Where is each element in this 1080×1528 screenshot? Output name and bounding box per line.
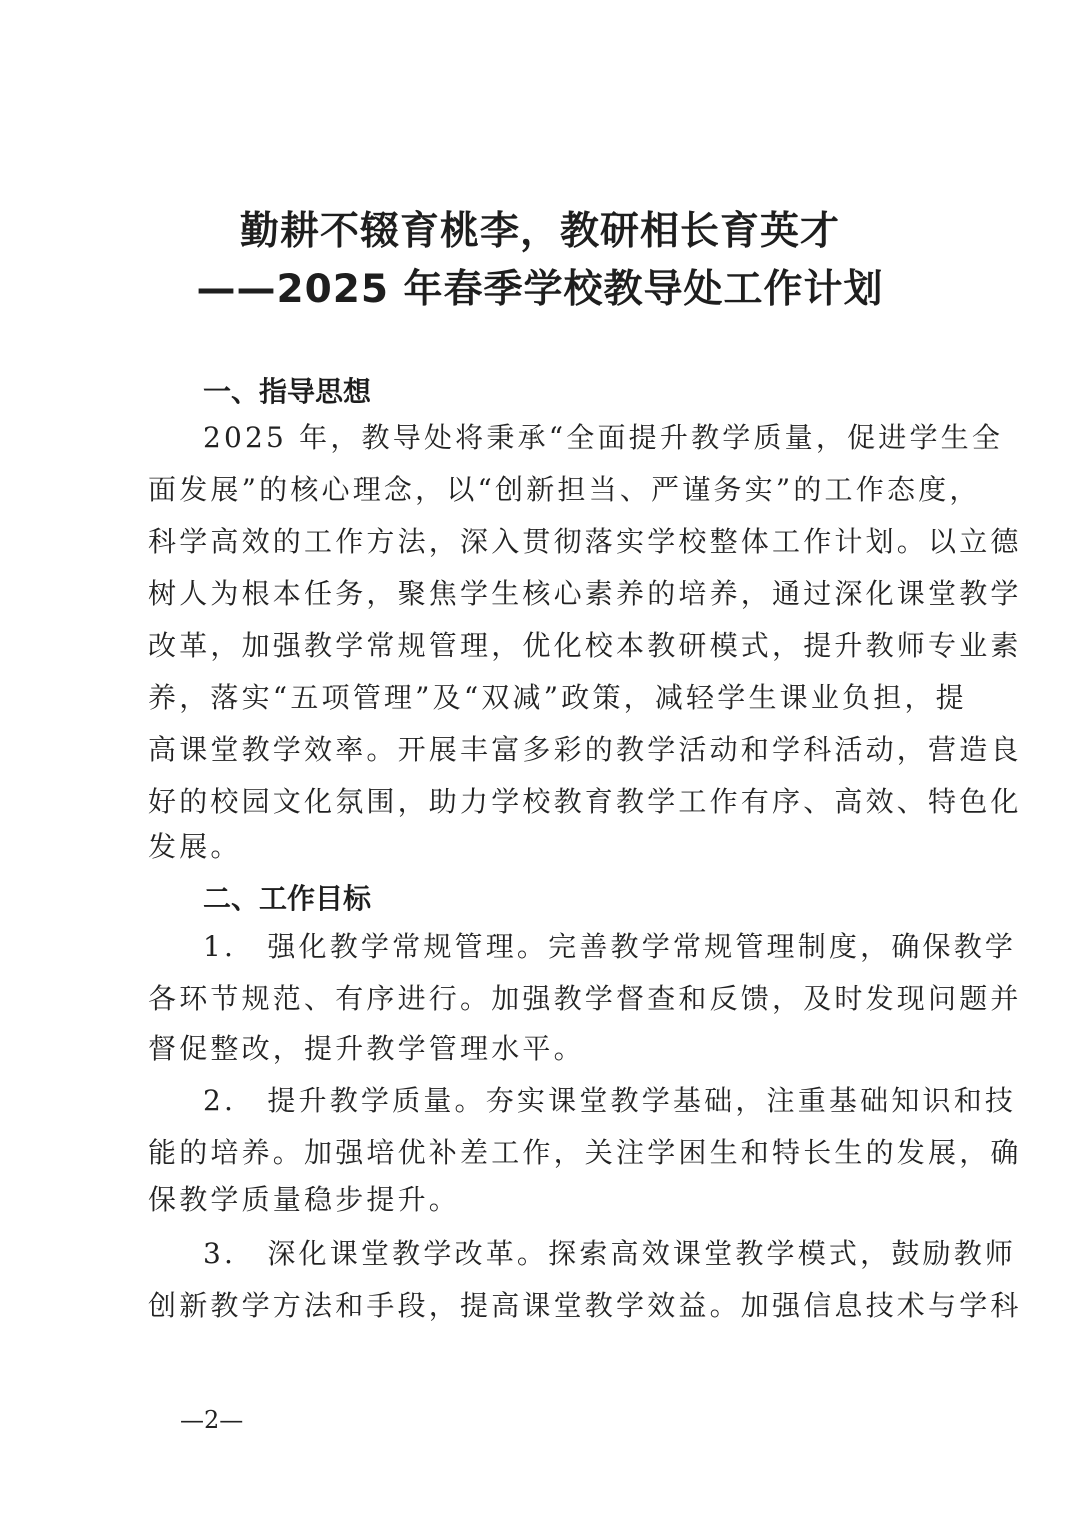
page-number: —2— [180, 1406, 244, 1434]
paragraph-line: 2025 年，教导处将秉承“全面提升教学质量，促进学生全 [203, 421, 1004, 454]
list-item-line: 1. 强化教学常规管理。完善教学常规管理制度，确保教学 [203, 930, 1017, 963]
section-heading-guiding-thought: 一、指导思想 [203, 375, 372, 408]
document-title: 勤耕不辍育桃李，教研相长育英才 [239, 209, 840, 254]
paragraph-line: 改革，加强教学常规管理，优化校本教研模式，提升教师专业素 [148, 629, 1022, 662]
paragraph-line: 发展。 [148, 830, 242, 863]
list-item-line: 督促整改，提升教学管理水平。 [148, 1032, 585, 1065]
list-item-line: 各环节规范、有序进行。加强教学督查和反馈，及时发现问题并 [148, 982, 1022, 1015]
document-subtitle: ——2025 年春季学校教导处工作计划 [196, 267, 884, 312]
section-heading-work-goals: 二、工作目标 [203, 882, 372, 915]
paragraph-line: 好的校园文化氛围，助力学校教育教学工作有序、高效、特色化 [148, 785, 1022, 818]
paragraph-line: 高课堂教学效率。开展丰富多彩的教学活动和学科活动，营造良 [148, 733, 1022, 766]
list-item-line: 保教学质量稳步提升。 [148, 1183, 461, 1216]
paragraph-line: 科学高效的工作方法，深入贯彻落实学校整体工作计划。以立德 [148, 525, 1022, 558]
paragraph-line: 养，落实“五项管理”及“双减”政策，减轻学生课业负担，提 [148, 681, 967, 714]
list-item-line: 3. 深化课堂教学改革。探索高效课堂教学模式，鼓励教师 [203, 1237, 1017, 1270]
paragraph-line: 树人为根本任务，聚焦学生核心素养的培养，通过深化课堂教学 [148, 577, 1022, 610]
list-item-line: 创新教学方法和手段，提高课堂教学效益。加强信息技术与学科 [148, 1289, 1022, 1322]
paragraph-line: 面发展”的核心理念，以“创新担当、严谨务实”的工作态度， [148, 473, 981, 506]
list-item-line: 能的培养。加强培优补差工作，关注学困生和特长生的发展，确 [148, 1136, 1022, 1169]
list-item-line: 2. 提升教学质量。夯实课堂教学基础，注重基础知识和技 [203, 1084, 1017, 1117]
